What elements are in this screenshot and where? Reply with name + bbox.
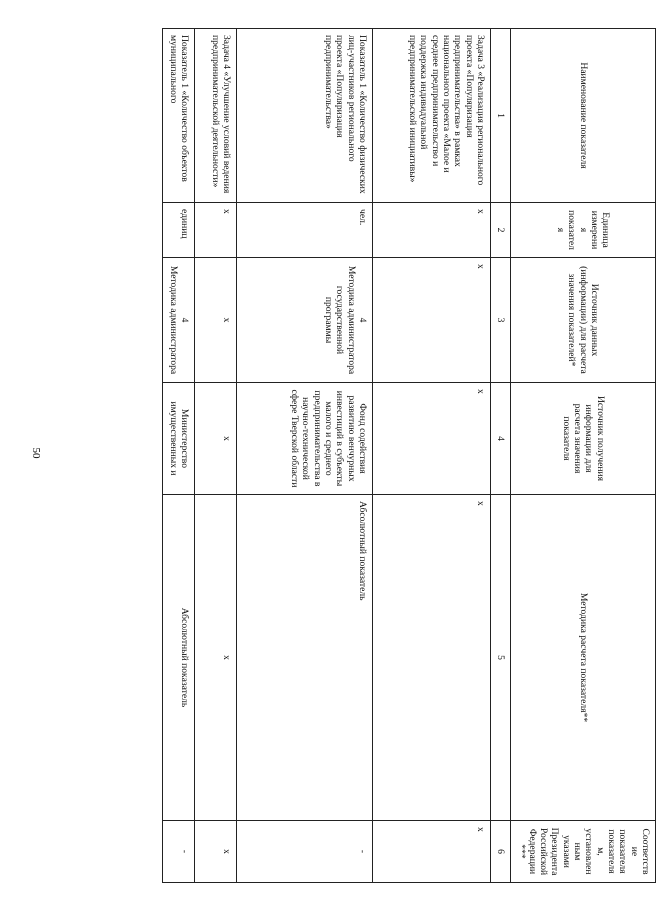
data-source-cell: х (372, 258, 490, 383)
table-header-row (511, 29, 656, 883)
column-number: 2 (490, 203, 510, 258)
column-number: 5 (490, 495, 510, 821)
table-row (163, 29, 195, 883)
conformity-cell: х (194, 821, 236, 883)
indicators-table (162, 28, 656, 883)
data-source-code: 4 (356, 317, 368, 323)
column-number: 3 (490, 258, 510, 383)
header-unit: Единица измерения показателя (511, 203, 656, 258)
column-number-row (490, 29, 510, 883)
info-source-cell: Министерство имущественных и (163, 383, 195, 495)
rotated-table-container (167, 28, 656, 882)
method-cell: х (194, 495, 236, 821)
table-row (194, 29, 236, 883)
indicator-name: Показатель 1 «Количество физических лиц-участников регионального проекта «Популяризация предпринимательства» (236, 29, 372, 203)
header-conformity: Соответствие показателя показателям, установленным указами Президента Российской Федерации*** (511, 821, 656, 883)
data-source-code: 4 (178, 317, 190, 323)
conformity-cell: - (163, 821, 195, 883)
header-calculation-method: Методика расчета показателя** (511, 495, 656, 821)
unit-cell: чел. (236, 203, 372, 258)
table-row (236, 29, 372, 883)
table-row (372, 29, 490, 883)
data-source-cell: х (194, 258, 236, 383)
conformity-cell: х (372, 821, 490, 883)
indicator-name: Задача 4 «Улучшение условий ведения предпринимательской деятельности» (194, 29, 236, 203)
method-cell: Абсолютный показатель (236, 495, 372, 821)
header-indicator-name: Наименование показателя (511, 29, 656, 203)
info-source-cell: х (194, 383, 236, 495)
header-info-source: Источник получения информации для расчета значения показателя (511, 383, 656, 495)
indicator-name: Показатель 1 «Количество объектов муниципального (163, 29, 195, 203)
conformity-cell: - (236, 821, 372, 883)
method-cell: Абсолютный показатель (163, 495, 195, 821)
data-source-cell (236, 258, 372, 383)
data-source-cell (163, 258, 195, 383)
info-source-cell: Фонд содействия развитию венчурных инвестиций в субъекты малого и среднего предпринимательства в научно-технической сфере Тверской области (236, 383, 372, 495)
data-source-text: Методика администратора (167, 265, 179, 375)
column-number: 6 (490, 821, 510, 883)
info-source-cell: х (372, 383, 490, 495)
indicator-name: Задача 3 «Реализация регионального проекта «Популяризация предпринимательства» в рамках национального проекта «Малое и среднее предпринимательство и поддержка индивидуальной предпринимательской инициативы» (372, 29, 490, 203)
page-number: 50 (30, 447, 42, 459)
unit-cell: х (372, 203, 490, 258)
unit-cell: единиц (163, 203, 195, 258)
column-number: 4 (490, 383, 510, 495)
method-cell: х (372, 495, 490, 821)
unit-cell: х (194, 203, 236, 258)
column-number: 1 (490, 29, 510, 203)
header-data-source: Источник данных (информации) для расчета значения показателей* (511, 258, 656, 383)
data-source-text: Методика администратора государственной программы (323, 265, 357, 375)
